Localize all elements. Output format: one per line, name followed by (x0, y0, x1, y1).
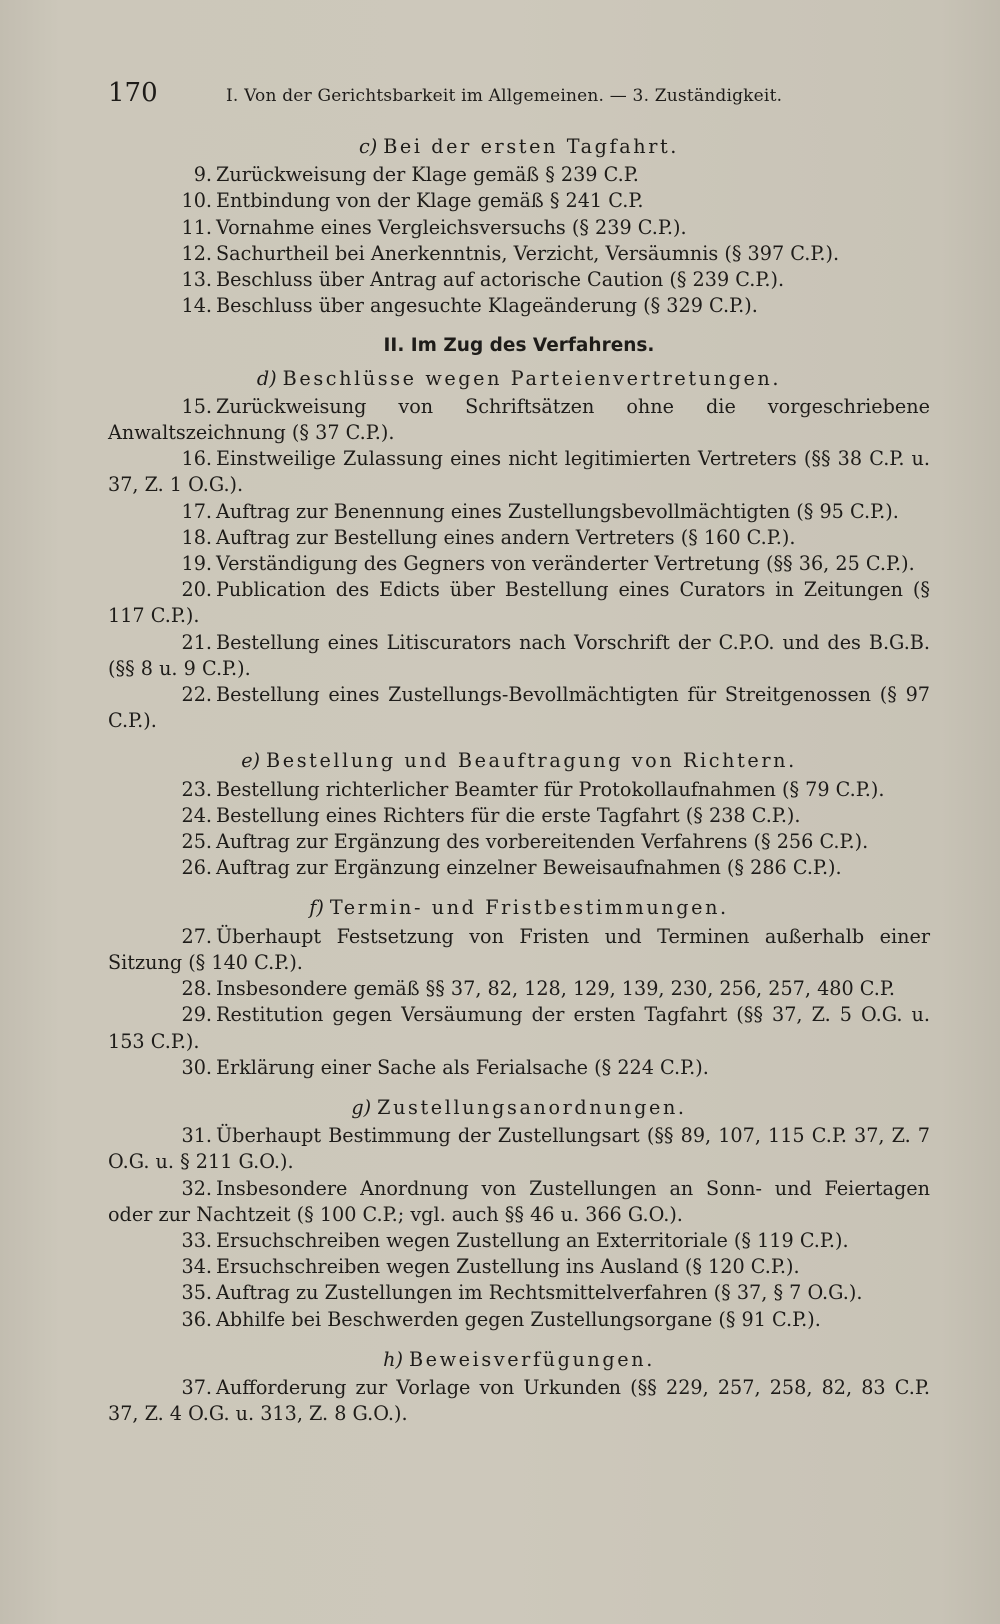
item-number: 23. (181, 777, 212, 801)
item-text: Bestellung richterlicher Beamter für Protokollaufnahmen (§ 79 C.P.). (216, 777, 885, 801)
subsection-heading (108, 748, 930, 774)
item-number: 36. (181, 1307, 212, 1331)
list-item (108, 551, 930, 577)
item-number: 9. (193, 163, 212, 187)
item-text: Beschluss über Antrag auf actorische Caution (§ 239 C.P.). (216, 268, 785, 292)
subsection-heading (108, 1347, 930, 1373)
item-number: 32. (181, 1176, 212, 1200)
item-text: Auftrag zur Ergänzung des vorbereitenden Verfahrens (§ 256 C.P.). (216, 830, 869, 854)
item-number: 29. (181, 1003, 212, 1027)
item-number: 34. (181, 1255, 212, 1279)
list-item (108, 682, 930, 734)
list-item (108, 267, 930, 293)
item-text: Verständigung des Gegners von veränderter Vertretung (§§ 36, 25 C.P.). (216, 552, 915, 576)
subsection-title: Zustellungsanordnungen. (377, 1095, 687, 1119)
item-number: 16. (181, 447, 212, 471)
item-number: 19. (181, 552, 212, 576)
subsection-title: Bestellung und Beauftragung von Richtern. (266, 749, 797, 773)
page-header (108, 78, 930, 116)
item-text: Einstweilige Zulassung eines nicht legitimierten Vertreters (§§ 38 C.P. u. 37, Z. 1 O.G.). (108, 447, 930, 497)
list-item (108, 293, 930, 319)
subsection-letter: c) (358, 135, 378, 158)
subsection-letter: h) (383, 1347, 403, 1371)
subsection-title: Bei der ersten Tagfahrt. (383, 135, 680, 158)
item-number: 35. (181, 1281, 212, 1305)
subsection-heading (108, 134, 930, 160)
list-item (108, 1055, 930, 1081)
subsection-heading (108, 366, 930, 392)
page-number: 170 (108, 78, 158, 108)
list-item (108, 394, 930, 446)
item-number: 22. (181, 683, 212, 707)
subsection-title: Beweisverfügungen. (408, 1347, 655, 1371)
list-item (108, 188, 930, 214)
item-text: Überhaupt Bestimmung der Zustellungsart (§§ 89, 107, 115 C.P. 37, Z. 7 O.G. u. § 211 G.O.). (108, 1124, 930, 1174)
list-item (108, 446, 930, 498)
subsection-letter: d) (256, 366, 277, 390)
list-item (108, 630, 930, 682)
item-number: 12. (181, 241, 212, 265)
item-number: 37. (181, 1375, 212, 1399)
item-text: Auftrag zu Zustellungen im Rechtsmittelverfahren (§ 37, § 7 O.G.). (216, 1281, 863, 1305)
item-text: Restitution gegen Versäumung der ersten Tagfahrt (§§ 37, Z. 5 O.G. u. 153 C.P.). (108, 1003, 930, 1053)
list-item (108, 162, 930, 188)
item-number: 11. (181, 215, 212, 239)
item-number: 10. (181, 189, 212, 213)
item-text: Bestellung eines Zustellungs-Bevollmächtigten für Streitgenossen (§ 97 C.P.). (108, 683, 930, 733)
item-number: 15. (181, 394, 212, 418)
list-item (108, 1123, 930, 1175)
item-number: 33. (181, 1228, 212, 1252)
subsection-letter: e) (241, 749, 261, 773)
list-item (108, 241, 930, 267)
item-text: Insbesondere Anordnung von Zustellungen an Sonn- und Feiertagen oder zur Nachtzeit (§ 100 C.P.; vgl. auch §§ 46 u. 366 G.O.). (108, 1176, 930, 1226)
item-number: 21. (181, 630, 212, 654)
item-number: 27. (181, 924, 212, 948)
list-item (108, 803, 930, 829)
page-body (108, 134, 930, 1427)
subsection-title: Termin- und Fristbestimmungen. (329, 896, 729, 920)
list-item (108, 855, 930, 881)
item-number: 17. (181, 499, 212, 523)
item-text: Bestellung eines Litiscurators nach Vorschrift der C.P.O. und des B.G.B. (§§ 8 u. 9 C.P.). (108, 630, 930, 680)
subsection-heading (108, 1095, 930, 1121)
item-text: Erklärung einer Sache als Ferialsache (§ 224 C.P.). (216, 1055, 709, 1079)
item-number: 14. (181, 294, 212, 318)
running-head: I. Von der Gerichtsbarkeit im Allgemeinen. — 3. Zuständigkeit. (226, 86, 783, 106)
item-number: 30. (181, 1055, 212, 1079)
item-text: Insbesondere gemäß §§ 37, 82, 128, 129, 139, 230, 256, 257, 480 C.P. (216, 977, 896, 1001)
list-item (108, 1228, 930, 1254)
item-number: 18. (181, 525, 212, 549)
item-text: Beschluss über angesuchte Klageänderung (§ 329 C.P.). (216, 294, 758, 318)
item-text: Entbindung von der Klage gemäß § 241 C.P. (216, 189, 644, 213)
subsection-letter: f) (309, 896, 324, 920)
item-text: Auftrag zur Benennung eines Zustellungsbevollmächtigten (§ 95 C.P.). (216, 499, 899, 523)
list-item (108, 924, 930, 976)
item-text: Vornahme eines Vergleichsversuchs (§ 239 C.P.). (216, 215, 687, 239)
list-item (108, 1375, 930, 1427)
item-number: 26. (181, 856, 212, 880)
item-number: 25. (181, 830, 212, 854)
subsection-letter: g) (351, 1095, 372, 1119)
list-item (108, 1176, 930, 1228)
item-text: Ersuchschreiben wegen Zustellung an Exterritoriale (§ 119 C.P.). (216, 1228, 849, 1252)
item-text: Sachurtheil bei Anerkenntnis, Verzicht, Versäumnis (§ 397 C.P.). (216, 241, 840, 265)
item-number: 31. (181, 1124, 212, 1148)
list-item (108, 215, 930, 241)
item-text: Aufforderung zur Vorlage von Urkunden (§§ 229, 257, 258, 82, 83 C.P. 37, Z. 4 O.G. u. 313, Z. 8 G.O.). (108, 1375, 930, 1426)
item-text: Zurückweisung von Schriftsätzen ohne die vorgeschriebene Anwaltszeichnung (§ 37 C.P.). (108, 394, 930, 445)
item-number: 20. (181, 578, 212, 602)
list-item (108, 1002, 930, 1054)
section-heading: II. Im Zug des Verfahrens. (383, 335, 655, 357)
item-number: 28. (181, 977, 212, 1001)
item-text: Ersuchschreiben wegen Zustellung ins Ausland (§ 120 C.P.). (216, 1255, 800, 1279)
list-item (108, 829, 930, 855)
item-number: 13. (181, 268, 212, 292)
item-text: Publication des Edicts über Bestellung eines Curators in Zeitungen (§ 117 C.P.). (108, 578, 930, 628)
item-text: Bestellung eines Richters für die erste Tagfahrt (§ 238 C.P.). (216, 803, 801, 827)
list-item (108, 1254, 930, 1280)
item-text: Abhilfe bei Beschwerden gegen Zustellungsorgane (§ 91 C.P.). (216, 1307, 821, 1331)
subsection-title: Beschlüsse wegen Parteienvertretungen. (282, 366, 782, 390)
item-text: Auftrag zur Bestellung eines andern Vertreters (§ 160 C.P.). (216, 525, 796, 549)
item-text: Überhaupt Festsetzung von Fristen und Terminen außerhalb einer Sitzung (§ 140 C.P.). (108, 924, 930, 974)
item-number: 24. (181, 803, 212, 827)
list-item (108, 525, 930, 551)
list-item (108, 577, 930, 629)
list-item (108, 1280, 930, 1306)
list-item (108, 1307, 930, 1333)
subsection-heading (108, 895, 930, 921)
list-item (108, 499, 930, 525)
list-item (108, 976, 930, 1002)
item-text: Zurückweisung der Klage gemäß § 239 C.P. (216, 163, 639, 187)
list-item (108, 777, 930, 803)
item-text: Auftrag zur Ergänzung einzelner Beweisaufnahmen (§ 286 C.P.). (216, 856, 842, 880)
